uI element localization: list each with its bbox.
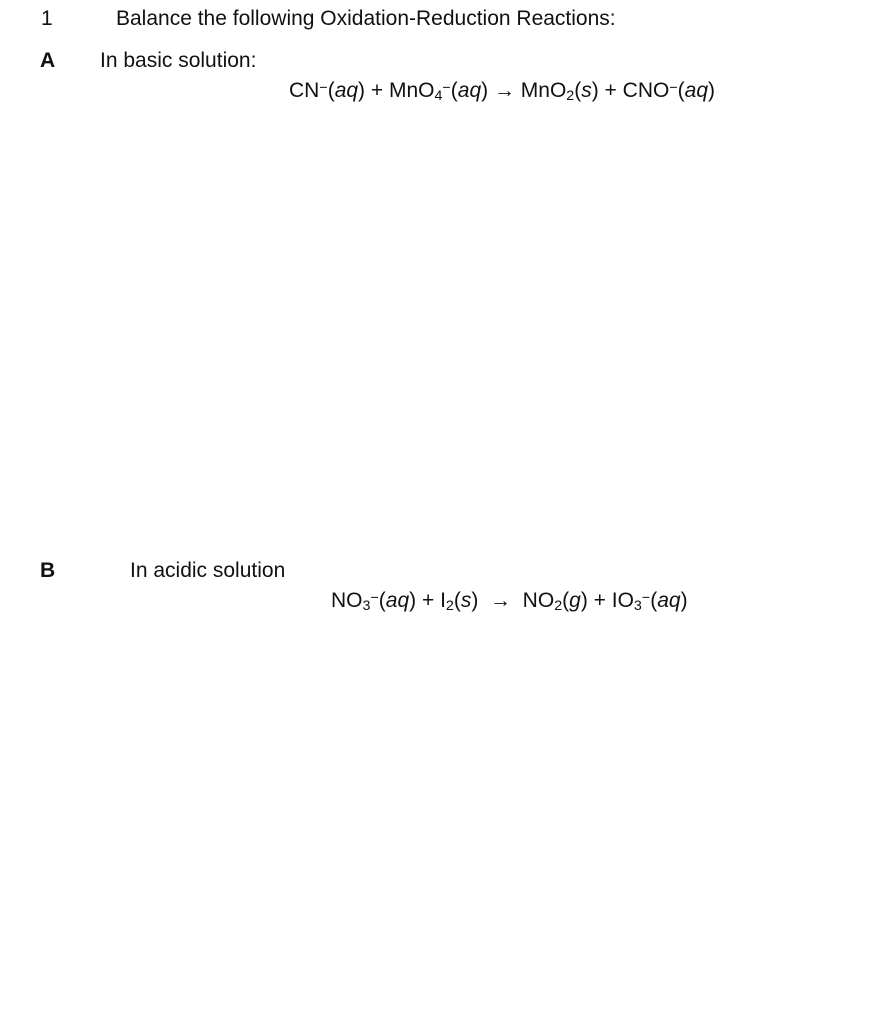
- part-a-equation: [289, 79, 716, 104]
- equation-token: CN: [289, 79, 320, 102]
- equation-token: 2: [566, 87, 575, 104]
- equation-token: aq: [385, 589, 410, 612]
- equation-token: ): [708, 79, 716, 102]
- equation-token: ) + IO: [580, 589, 634, 612]
- part-a-letter: A: [40, 49, 56, 72]
- equation-token: ) + CNO: [591, 79, 670, 102]
- part-b-equation: [331, 589, 688, 614]
- question-number: 1: [41, 7, 53, 30]
- equation-token: −: [442, 79, 451, 96]
- equation-token: −: [319, 79, 328, 96]
- equation-token: 4: [434, 87, 443, 104]
- equation-token: ): [680, 589, 688, 612]
- equation-token: aq: [657, 589, 681, 612]
- equation-token: ) + MnO: [358, 79, 435, 102]
- equation-token: 2: [554, 597, 563, 614]
- equation-token: −: [669, 79, 678, 96]
- equation-token: NO: [331, 589, 363, 612]
- equation-token: (: [450, 79, 458, 102]
- equation-token: −: [641, 589, 651, 606]
- equation-token: aq: [457, 79, 482, 102]
- equation-token: aq: [334, 79, 359, 102]
- equation-token: 2: [445, 597, 454, 614]
- equation-token: (: [378, 589, 386, 612]
- part-b-condition: In acidic solution: [130, 559, 286, 582]
- equation-token: s: [460, 589, 472, 612]
- part-b-letter: B: [40, 559, 56, 582]
- equation-token: ) → MnO: [481, 79, 567, 102]
- equation-token: (: [650, 589, 658, 612]
- equation-token: s: [581, 79, 592, 102]
- equation-token: −: [370, 589, 379, 606]
- equation-token: (: [453, 589, 461, 612]
- equation-token: (: [574, 79, 582, 102]
- equation-token: 3: [633, 597, 642, 614]
- equation-token: (: [327, 79, 335, 102]
- equation-token: g: [569, 589, 581, 612]
- equation-token: (: [562, 589, 570, 612]
- equation-token: 3: [362, 597, 371, 614]
- part-a-condition: In basic solution:: [100, 49, 257, 72]
- equation-token: ) + I: [409, 589, 446, 612]
- equation-token: (: [677, 79, 685, 102]
- equation-token: aq: [684, 79, 709, 102]
- question-prompt: Balance the following Oxidation-Reduction Reactions:: [116, 7, 616, 30]
- equation-token: ) → NO: [471, 589, 555, 612]
